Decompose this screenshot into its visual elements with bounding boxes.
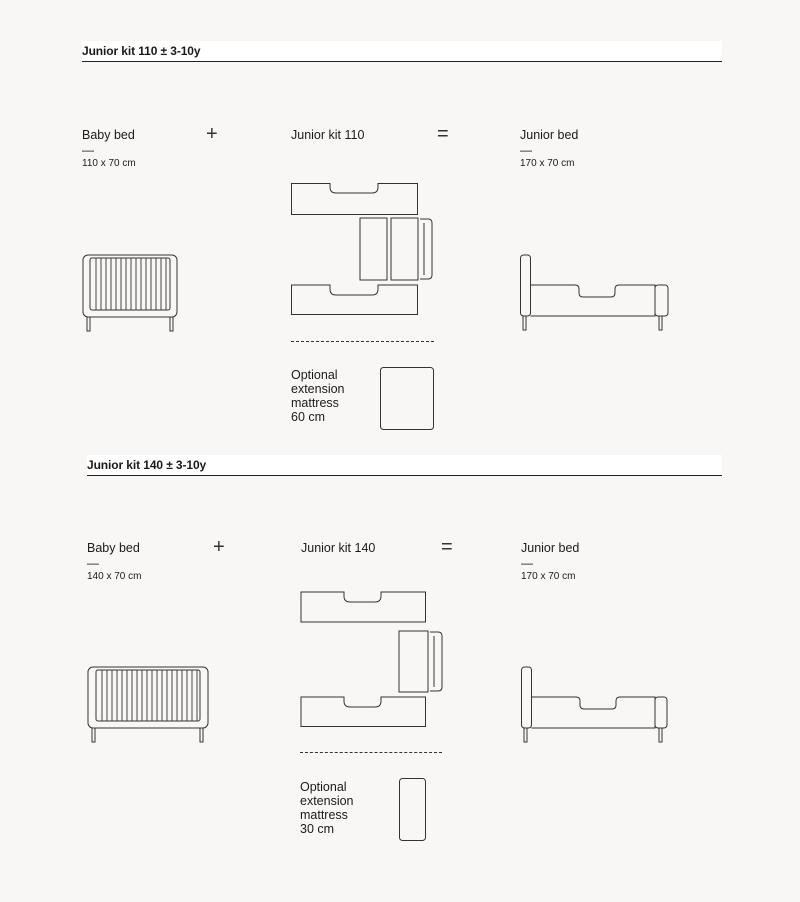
junior-bed-dash: — — [520, 143, 532, 157]
junior-bed-dash: — — [521, 556, 533, 570]
plus-sign: + — [206, 123, 218, 145]
section-title: Junior kit 140 ± 3-10y — [87, 458, 207, 472]
baby-bed-drawing — [85, 664, 211, 746]
optional-line-1: Optional — [300, 780, 347, 794]
junior-kit-parts-drawing — [299, 590, 449, 730]
baby-bed-dims: 140 x 70 cm — [87, 571, 142, 582]
optional-line-4: 30 cm — [300, 822, 335, 836]
junior-bed-drawing — [520, 665, 672, 745]
optional-line-2: extension — [291, 382, 345, 396]
optional-line-1: Optional — [291, 368, 338, 382]
junior-bed-dims: 170 x 70 cm — [521, 571, 576, 582]
baby-bed-drawing — [80, 252, 180, 334]
optional-line-2: extension — [300, 794, 354, 808]
junior-kit-label: Junior kit 140 — [301, 541, 376, 555]
junior-bed-label: Junior bed — [520, 128, 579, 142]
section-title: Junior kit 110 ± 3-10y — [82, 44, 201, 58]
extension-mattress-drawing — [398, 777, 428, 842]
equals-sign: = — [437, 123, 449, 145]
divider-dashed — [300, 752, 442, 753]
equals-sign: = — [441, 536, 453, 558]
section-header — [87, 455, 722, 476]
junior-bed-drawing — [519, 253, 671, 333]
optional-line-3: mattress — [291, 396, 339, 410]
optional-line-3: mattress — [300, 808, 348, 822]
baby-bed-dims: 110 x 70 cm — [82, 158, 136, 169]
junior-kit-label: Junior kit 110 — [291, 128, 365, 142]
junior-bed-label: Junior bed — [521, 541, 580, 555]
optional-line-4: 60 cm — [291, 410, 326, 424]
baby-bed-label: Baby bed — [82, 128, 135, 142]
plus-sign: + — [213, 536, 225, 558]
baby-bed-dash: — — [82, 143, 94, 157]
baby-bed-label: Baby bed — [87, 541, 140, 555]
junior-kit-parts-drawing — [290, 183, 440, 315]
extension-mattress-drawing — [379, 366, 435, 431]
junior-bed-dims: 170 x 70 cm — [520, 158, 575, 169]
optional-mattress-text — [300, 780, 354, 836]
section-header — [82, 41, 722, 62]
divider-dashed — [291, 341, 434, 342]
baby-bed-dash: — — [87, 556, 99, 570]
optional-mattress-text — [291, 368, 345, 424]
